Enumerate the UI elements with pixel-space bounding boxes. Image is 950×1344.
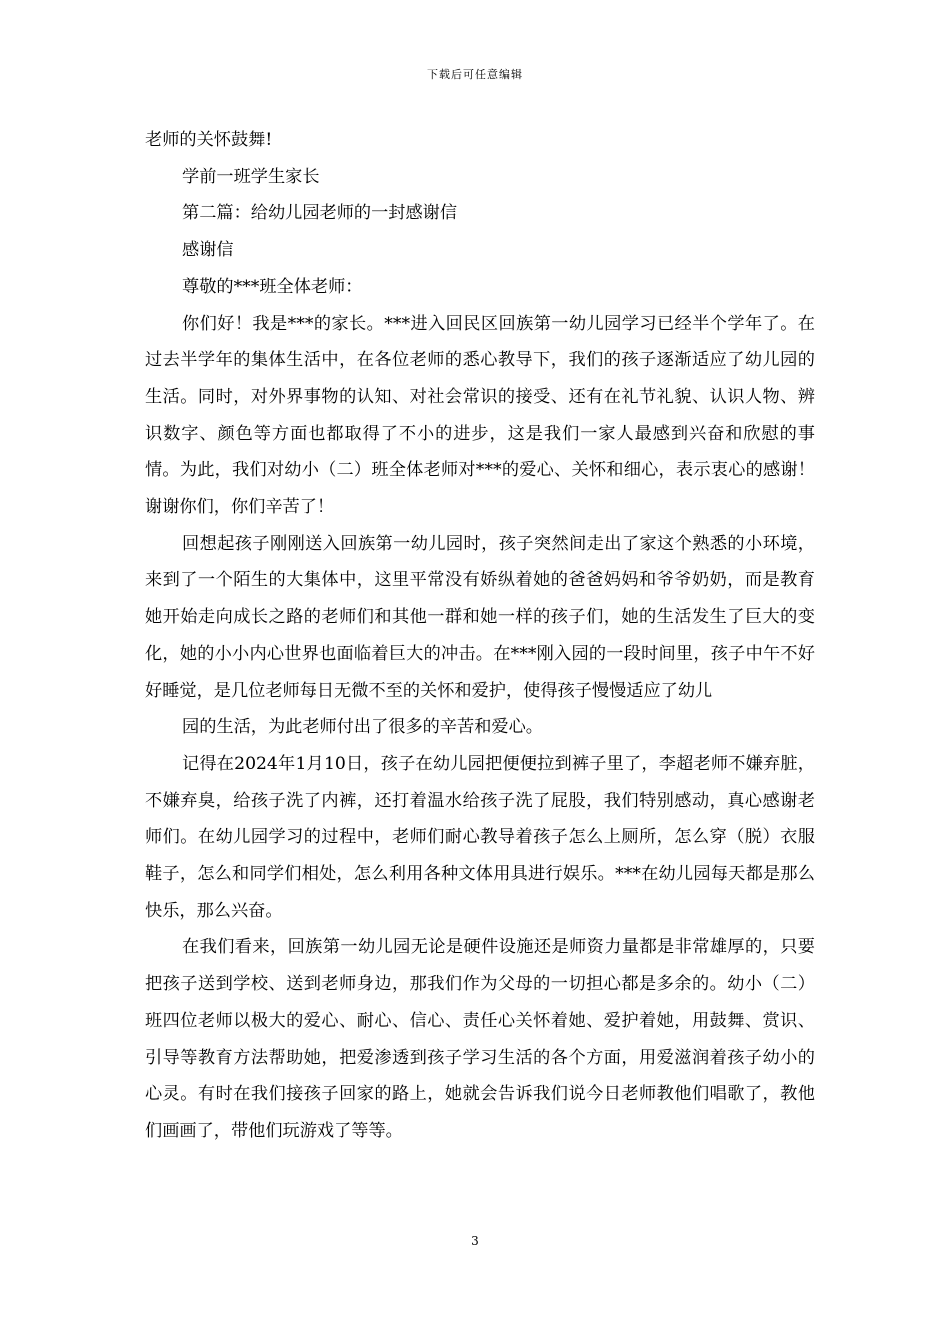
document-body xyxy=(145,122,815,1150)
paragraph-closing-line: 老师的关怀鼓舞! xyxy=(145,130,273,150)
paragraph-body-3: 园的生活，为此老师付出了很多的辛苦和爱心。 xyxy=(182,717,543,738)
paragraph-signature: 学前一班学生家长 xyxy=(182,166,320,187)
paragraph-body-4: 记得在2024年1月10日，孩子在幼儿园把便便拉到裤子里了，李超老师不嫌弃脏，不嫌弃臭，给孩子洗了内裤，还打着温水给孩子洗了屁股，我们特别感动，真心感谢老师们。在幼儿园学习的过程中，老师们耐心教导着孩子怎么上厕所，怎么穿（脱）衣服鞋子，怎么和同学们相处，怎么利用各种文体用具进行娱乐。***在幼儿园每天都是那么快乐，那么兴奋。 xyxy=(145,753,815,921)
page-number: 3 xyxy=(471,1234,479,1248)
paragraph-body-2: 回想起孩子刚刚送入回族第一幼儿园时，孩子突然间走出了家这个熟悉的小环境，来到了一个陌生的大集体中，这里平常没有娇纵着她的爸爸妈妈和爷爷奶奶，而是教育她开始走向成长之路的老师们和其他一群和她一样的孩子们，她的生活发生了巨大的变化，她的小小内心世界也面临着巨大的冲击。在***刚入园的一段时间里，孩子中午不好好睡觉，是几位老师每日无微不至的关怀和爱护，使得孩子慢慢适应了幼儿 xyxy=(145,533,815,701)
paragraph-salutation: 尊敬的***班全体老师： xyxy=(182,276,363,297)
page-header: 下载后可任意编辑 xyxy=(427,68,523,81)
paragraph-body-1: 你们好！我是***的家长。***进入回民区回族第一幼儿园学习已经半个学年了。在过去半学年的集体生活中，在各位老师的悉心教导下，我们的孩子逐渐适应了幼儿园的生活。同时，对外界事物的认知、对社会常识的接受、还有在礼节礼貌、认识人物、辨识数字、颜色等方面也都取得了不小的进步，这是我们一家人最感到兴奋和欣慰的事情。为此，我们对幼小（二）班全体老师对***的爱心、关怀和细心，表示衷心的感谢！谢谢你们，你们辛苦了！ xyxy=(145,313,815,518)
paragraph-letter-title: 感谢信 xyxy=(182,240,234,261)
paragraph-body-5: 在我们看来，回族第一幼儿园无论是硬件设施还是师资力量都是非常雄厚的，只要把孩子送到学校、送到老师身边，那我们作为父母的一切担心都是多余的。幼小（二）班四位老师以极大的爱心、耐心、信心、责任心关怀着她、爱护着她，用鼓舞、赏识、引导等教育方法帮助她，把爱渗透到孩子学习生活的各个方面，用爱滋润着孩子幼小的心灵。有时在我们接孩子回家的路上，她就会告诉我们说今日老师教他们唱歌了，教他们画画了，带他们玩游戏了等等。 xyxy=(145,937,815,1141)
paragraph-section-title: 第二篇：给幼儿园老师的一封感谢信 xyxy=(182,203,458,224)
